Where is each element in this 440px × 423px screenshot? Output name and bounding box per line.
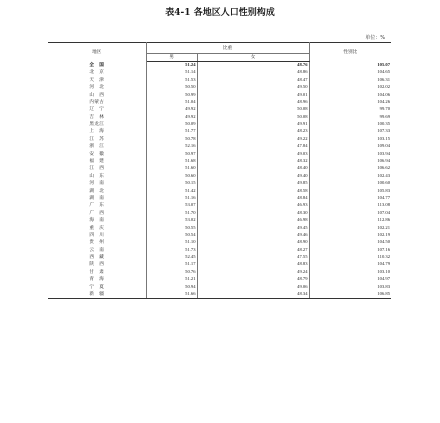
male-share-cell: 51.10 — [146, 239, 197, 246]
table-row — [48, 84, 391, 91]
male-share-cell: 50.60 — [146, 172, 197, 179]
table-row — [48, 150, 391, 157]
table-row — [48, 128, 391, 135]
female-share-cell: 48.23 — [197, 128, 309, 135]
male-share-cell: 51.42 — [146, 187, 197, 194]
sex-ratio-cell: 103.83 — [377, 283, 391, 289]
table-row — [48, 276, 391, 283]
region-cell: 吉 林 — [48, 113, 146, 120]
region-cell: 广 东 — [48, 202, 146, 209]
sex-ratio-cell: 106.31 — [377, 76, 391, 82]
table-row — [48, 195, 391, 202]
region-cell: 上 海 — [48, 128, 146, 135]
sex-ratio-cell: 106.94 — [377, 158, 391, 164]
table-row — [48, 180, 391, 187]
sex-ratio-cell: 104.77 — [377, 194, 391, 200]
female-share-cell: 49.50 — [197, 84, 309, 91]
male-share-cell: 50.78 — [146, 135, 197, 142]
table-header — [48, 43, 391, 62]
table-row — [48, 143, 391, 150]
male-share-cell: 50.97 — [146, 150, 197, 157]
table-row — [48, 61, 391, 69]
female-share-cell: 49.40 — [197, 172, 309, 179]
sex-ratio-cell: 106.85 — [309, 291, 391, 299]
sex-ratio-cell: 104.79 — [377, 261, 391, 267]
region-cell: 内蒙古 — [48, 98, 146, 105]
male-share-cell: 51.21 — [146, 276, 197, 283]
region-cell: 贵 州 — [48, 239, 146, 246]
male-share-cell: 49.92 — [146, 106, 197, 113]
region-cell: 西 藏 — [48, 254, 146, 261]
region-header: 地区 — [48, 43, 146, 62]
table-row — [48, 291, 391, 299]
male-share-cell: 50.76 — [146, 268, 197, 275]
sex-ratio-cell: 102.19 — [377, 231, 391, 237]
female-share-cell: 48.79 — [197, 276, 309, 283]
region-cell: 安 徽 — [48, 150, 146, 157]
region-cell: 北 京 — [48, 69, 146, 76]
sex-ratio-cell: 105.07 — [377, 61, 391, 67]
region-cell: 山 东 — [48, 172, 146, 179]
region-cell: 河 南 — [48, 180, 146, 187]
share-header: 比重 — [146, 43, 309, 54]
female-share-cell: 48.27 — [197, 246, 309, 253]
female-share-cell: 49.01 — [197, 91, 309, 98]
region-cell: 河 北 — [48, 84, 146, 91]
female-share-cell: 49.03 — [197, 150, 309, 157]
region-cell: 宁 夏 — [48, 283, 146, 290]
region-cell: 新 疆 — [48, 291, 146, 299]
region-cell: 陕 西 — [48, 261, 146, 268]
male-share-cell: 51.53 — [146, 76, 197, 83]
male-share-cell: 52.45 — [146, 254, 197, 261]
female-share-cell: 49.06 — [197, 283, 309, 290]
female-share-cell: 48.96 — [197, 98, 309, 105]
region-cell: 福 建 — [48, 158, 146, 165]
table-row — [48, 261, 391, 268]
table-row — [48, 158, 391, 165]
female-share-cell: 49.45 — [197, 224, 309, 231]
region-cell: 重 庆 — [48, 224, 146, 231]
male-share-cell: 51.16 — [146, 195, 197, 202]
table-row — [48, 98, 391, 105]
male-share-cell: 50.50 — [146, 84, 197, 91]
region-cell: 海 南 — [48, 217, 146, 224]
region-cell: 辽 宁 — [48, 106, 146, 113]
sex-ratio-cell: 102.43 — [377, 172, 391, 178]
male-share-cell: 51.77 — [146, 128, 197, 135]
female-share-cell: 48.83 — [197, 261, 309, 268]
sex-ratio-cell: 99.69 — [379, 113, 391, 119]
region-cell: 江 西 — [48, 165, 146, 172]
sex-ratio-cell: 102.02 — [377, 84, 391, 90]
female-share-cell: 48.40 — [197, 165, 309, 172]
female-share-cell: 48.32 — [197, 158, 309, 165]
female-share-cell: 48.76 — [197, 61, 309, 69]
male-header: 男 — [146, 54, 197, 62]
male-share-cell: 51.70 — [146, 209, 197, 216]
male-share-cell: 51.24 — [146, 61, 197, 69]
sex-ratio-cell: 103.94 — [377, 150, 391, 156]
female-share-cell: 48.90 — [197, 239, 309, 246]
female-share-cell: 49.91 — [197, 121, 309, 128]
table-row — [48, 209, 391, 216]
sex-ratio-cell: 113.08 — [377, 202, 391, 208]
unit-label: 单位：% — [365, 35, 385, 41]
region-cell: 浙 江 — [48, 143, 146, 150]
female-share-cell: 49.22 — [197, 135, 309, 142]
table-row — [48, 246, 391, 253]
table-row — [48, 106, 391, 113]
population-sex-table — [48, 42, 391, 299]
sex-ratio-cell: 100.60 — [377, 180, 391, 186]
female-share-cell: 47.84 — [197, 143, 309, 150]
region-cell: 江 苏 — [48, 135, 146, 142]
female-share-cell: 48.58 — [197, 187, 309, 194]
region-cell: 云 南 — [48, 246, 146, 253]
table-row — [48, 254, 391, 261]
table-row — [48, 202, 391, 209]
female-share-cell: 46.93 — [197, 202, 309, 209]
sex-ratio-cell: 105.83 — [377, 187, 391, 193]
male-share-cell: 51.04 — [146, 98, 197, 105]
female-header: 女 — [197, 54, 309, 62]
male-share-cell: 51.73 — [146, 246, 197, 253]
table-body — [48, 61, 391, 299]
female-share-cell: 50.08 — [197, 106, 309, 113]
male-share-cell: 50.15 — [146, 180, 197, 187]
region-cell: 山 西 — [48, 91, 146, 98]
female-share-cell: 48.84 — [197, 195, 309, 202]
female-share-cell: 47.55 — [197, 254, 309, 261]
region-cell: 青 海 — [48, 276, 146, 283]
male-share-cell: 50.55 — [146, 224, 197, 231]
table-row — [48, 172, 391, 179]
sex-ratio-cell: 110.32 — [377, 254, 391, 260]
female-share-cell: 48.47 — [197, 76, 309, 83]
male-share-cell: 50.09 — [146, 121, 197, 128]
sex-ratio-cell: 103.15 — [377, 135, 391, 141]
female-share-cell: 46.98 — [197, 217, 309, 224]
table-row — [48, 217, 391, 224]
male-share-cell: 49.92 — [146, 113, 197, 120]
sex-ratio-cell: 104.06 — [377, 91, 391, 97]
female-share-cell: 49.24 — [197, 268, 309, 275]
table-row — [48, 121, 391, 128]
sex-ratio-cell: 100.35 — [377, 121, 391, 127]
region-cell: 广 西 — [48, 209, 146, 216]
female-share-cell: 48.30 — [197, 209, 309, 216]
female-share-cell: 49.85 — [197, 180, 309, 187]
table-row — [48, 187, 391, 194]
sex-ratio-header: 性别比 — [309, 43, 391, 62]
male-share-cell: 53.07 — [146, 202, 197, 209]
male-share-cell: 51.14 — [146, 69, 197, 76]
female-share-cell: 50.08 — [197, 113, 309, 120]
table-row — [48, 239, 391, 246]
sex-ratio-cell: 107.16 — [377, 246, 391, 252]
table-row — [48, 165, 391, 172]
sex-ratio-cell: 103.10 — [377, 268, 391, 274]
female-share-cell: 48.86 — [197, 69, 309, 76]
female-share-cell: 49.46 — [197, 231, 309, 238]
male-share-cell: 52.16 — [146, 143, 197, 150]
table-row — [48, 76, 391, 83]
sex-ratio-cell: 109.04 — [377, 143, 391, 149]
region-cell: 全 国 — [48, 61, 146, 69]
sex-ratio-cell: 106.62 — [377, 165, 391, 171]
table-row — [48, 113, 391, 120]
sex-ratio-cell: 102.21 — [377, 224, 391, 230]
male-share-cell: 50.94 — [146, 283, 197, 290]
male-share-cell: 51.17 — [146, 261, 197, 268]
sex-ratio-cell: 104.26 — [377, 98, 391, 104]
table-row — [48, 283, 391, 290]
sex-ratio-cell: 107.33 — [377, 128, 391, 134]
male-share-cell: 51.66 — [146, 291, 197, 299]
male-share-cell: 53.02 — [146, 217, 197, 224]
region-cell: 黑龙江 — [48, 121, 146, 128]
female-share-cell: 48.34 — [197, 291, 309, 299]
table-row — [48, 135, 391, 142]
sex-ratio-cell: 107.04 — [377, 209, 391, 215]
table-row — [48, 69, 391, 76]
region-cell: 湖 北 — [48, 187, 146, 194]
sex-ratio-cell: 99.70 — [379, 106, 391, 112]
table-row — [48, 91, 391, 98]
table-title: 表4-1 各地区人口性别构成 — [165, 8, 275, 18]
male-share-cell: 50.99 — [146, 91, 197, 98]
table-row — [48, 268, 391, 275]
region-cell: 天 津 — [48, 76, 146, 83]
sex-ratio-cell: 104.97 — [377, 276, 391, 282]
table-row — [48, 224, 391, 231]
sex-ratio-cell: 104.50 — [377, 239, 391, 245]
table-row — [48, 231, 391, 238]
region-cell: 四 川 — [48, 231, 146, 238]
region-cell: 湖 南 — [48, 195, 146, 202]
male-share-cell: 50.54 — [146, 231, 197, 238]
male-share-cell: 51.60 — [146, 165, 197, 172]
sex-ratio-cell: 104.65 — [377, 69, 391, 75]
region-cell: 甘 肃 — [48, 268, 146, 275]
sex-ratio-cell: 112.86 — [377, 217, 391, 223]
male-share-cell: 51.68 — [146, 158, 197, 165]
